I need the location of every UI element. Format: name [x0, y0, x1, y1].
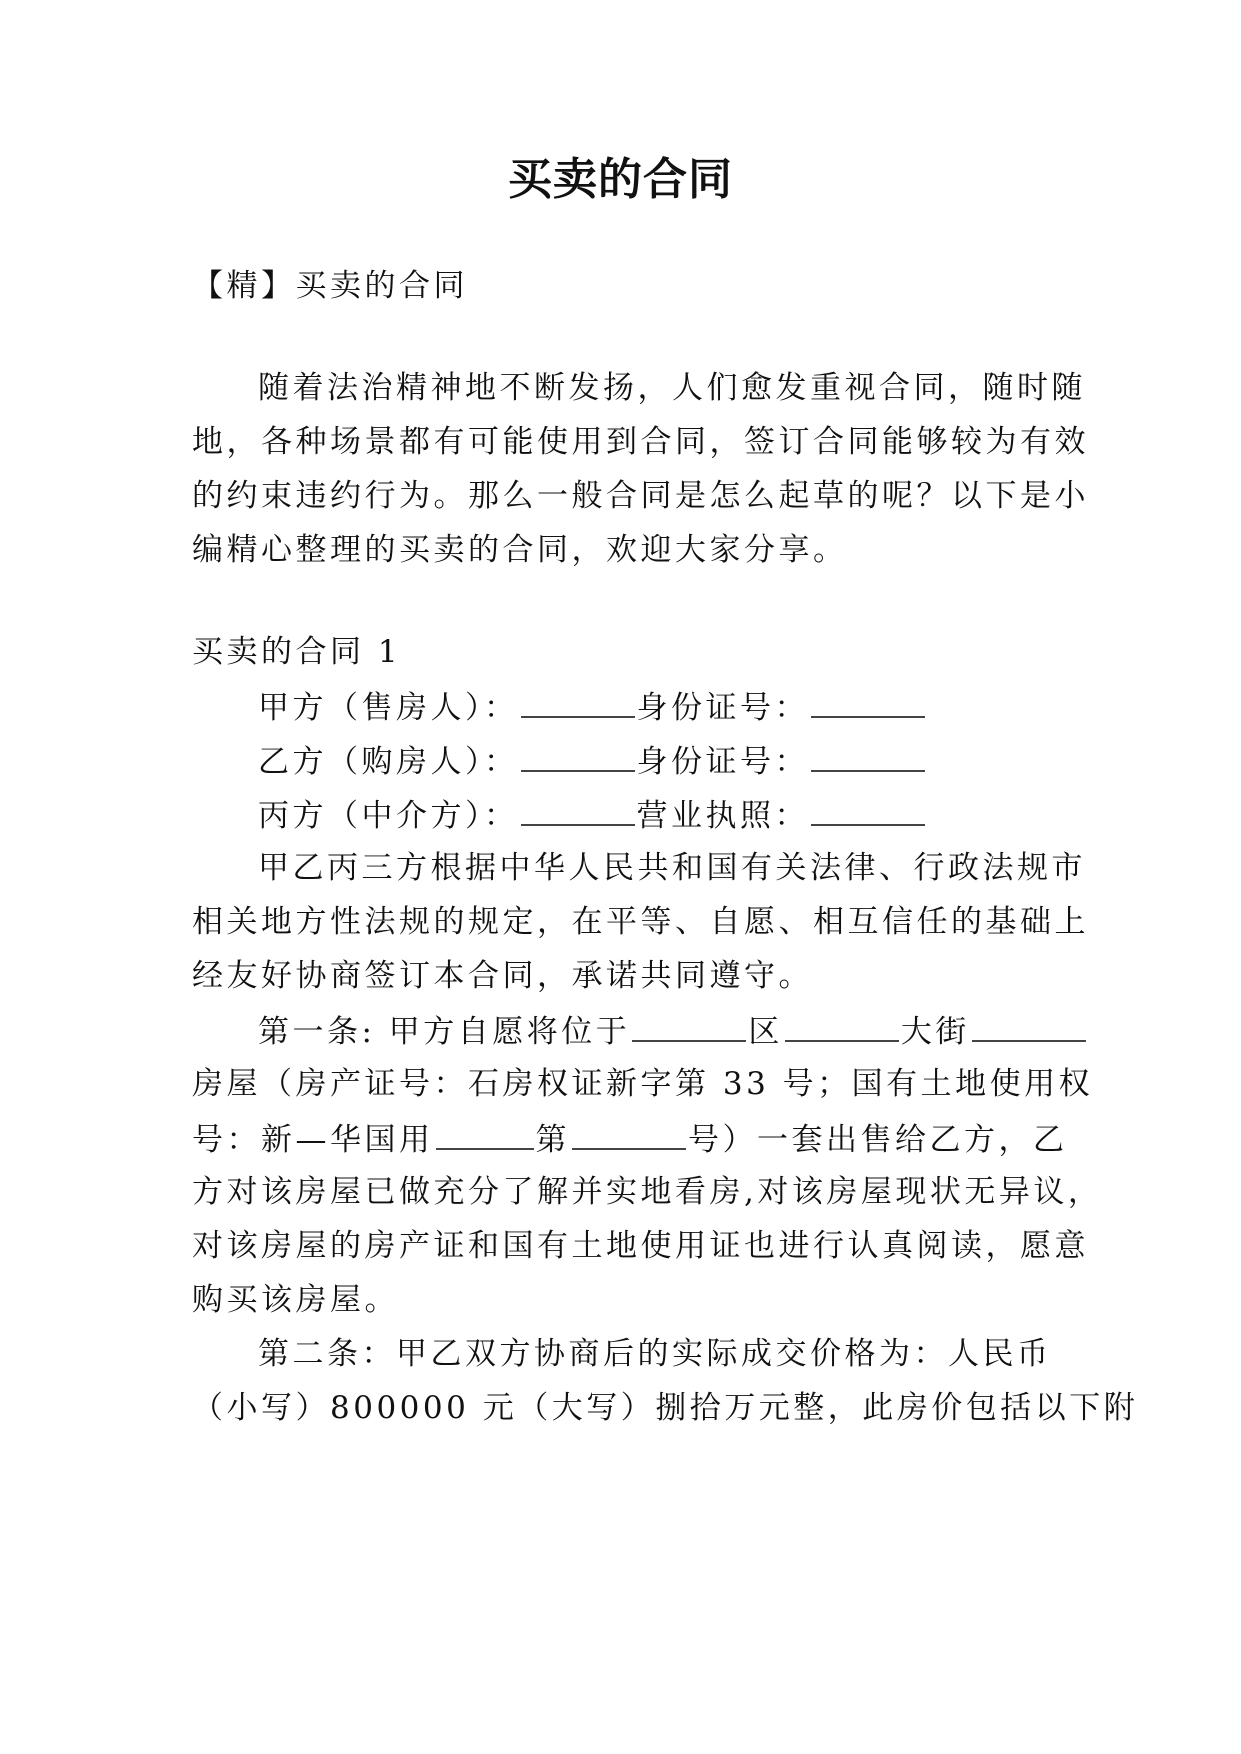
article-1-line: 房屋（房产证号：石房权证新字第 33 号；国有土地使用权 — [192, 1066, 1094, 1102]
street-blank — [972, 1010, 1086, 1042]
buyer-id-blank — [811, 740, 925, 772]
article-1-text: 第一条: 甲方自愿将位于 — [258, 1014, 631, 1050]
seller-name-blank — [521, 686, 635, 718]
article-1-line: 购买该房屋。 — [192, 1282, 399, 1318]
party-seller-line — [258, 686, 1118, 728]
intro-line: 的约束违约行为。那么一般合同是怎么起草的呢？以下是小 — [192, 478, 1089, 514]
district-blank — [785, 1010, 899, 1042]
intro-line: 编精心整理的买卖的合同，欢迎大家分享。 — [192, 532, 848, 568]
document-title: 买卖的合同 — [508, 154, 733, 205]
document-subtitle: 【精】买卖的合同 — [192, 268, 468, 304]
article-1-line: 方对该房屋已做充分了解并实地看房,对该房屋现状无异议， — [192, 1174, 1103, 1210]
land-cert-number-blank — [572, 1118, 686, 1150]
preamble-line: 甲乙丙三方根据中华人民共和国有关法律、行政法规市 — [258, 850, 1086, 886]
agent-license-label: 营业执照： — [636, 798, 809, 834]
party-agent-label: 丙方（中介方）： — [258, 798, 519, 834]
buyer-name-blank — [521, 740, 635, 772]
seller-id-blank — [811, 686, 925, 718]
party-seller-label: 甲方（售房人）： — [258, 690, 519, 726]
contract-heading: 买卖的合同 1 — [192, 634, 402, 670]
article-1-text: 第 — [535, 1122, 570, 1158]
party-buyer-label: 乙方（购房人）： — [258, 744, 519, 780]
intro-line: 随着法治精神地不断发扬，人们愈发重视合同，随时随 — [258, 370, 1086, 406]
buyer-id-label: 身份证号： — [636, 744, 809, 780]
seller-id-label: 身份证号： — [636, 690, 809, 726]
address-blank — [632, 1010, 746, 1042]
article-1-text: 号：新—华国用 — [192, 1122, 434, 1158]
article-2-line: （小写）800000 元（大写）捌拾万元整，此房价包括以下附 — [192, 1390, 1139, 1426]
article-1-text: 大街 — [900, 1014, 970, 1050]
agent-name-blank — [521, 794, 635, 826]
article-1-text: 号）一套出售给乙方，乙 — [688, 1122, 1068, 1158]
preamble-line: 经友好协商签订本合同，承诺共同遵守。 — [192, 958, 813, 994]
article-1-line — [258, 1010, 1118, 1052]
article-1-line: 对该房屋的房产证和国有土地使用证也进行认真阅读，愿意 — [192, 1228, 1089, 1264]
article-2-line: 第二条：甲乙双方协商后的实际成交价格为：人民币 — [258, 1336, 1052, 1372]
article-1-text: 区 — [748, 1014, 783, 1050]
preamble-line: 相关地方性法规的规定，在平等、自愿、相互信任的基础上 — [192, 904, 1089, 940]
party-agent-line — [258, 794, 1118, 836]
party-buyer-line — [258, 740, 1118, 782]
intro-line: 地，各种场景都有可能使用到合同，签订合同能够较为有效 — [192, 424, 1089, 460]
agent-license-blank — [811, 794, 925, 826]
article-1-line — [192, 1118, 1068, 1160]
land-cert-blank — [436, 1118, 534, 1150]
